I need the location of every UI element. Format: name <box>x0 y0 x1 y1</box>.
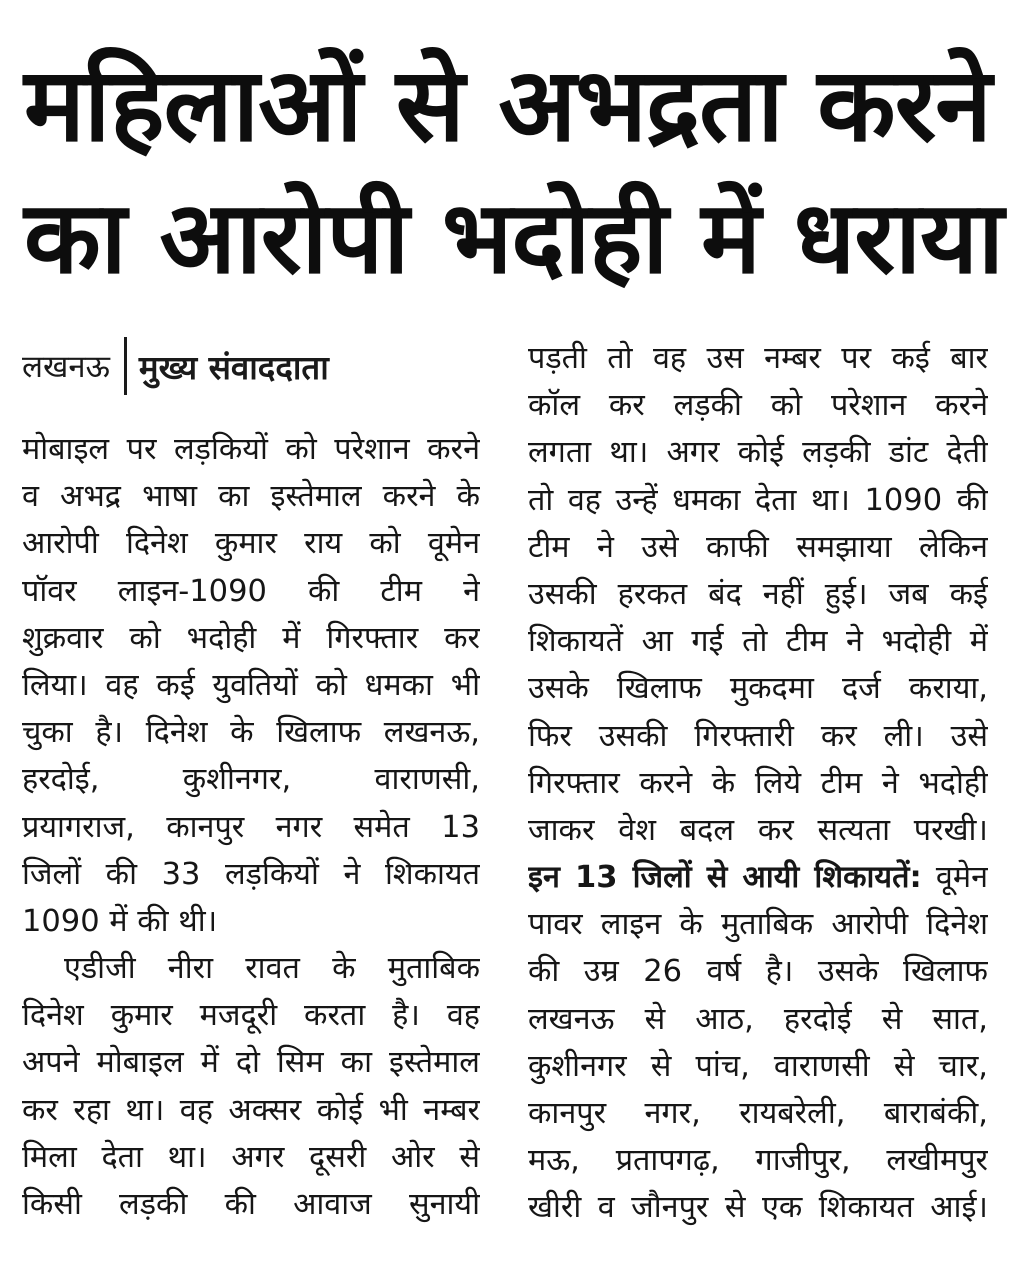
text-line: उसके खिलाफ मुकदमा दर्ज कराया, <box>528 671 988 707</box>
text-line: चुका है। दिनेश के खिलाफ लखनऊ, <box>22 715 480 751</box>
text-fragment: वूमेन <box>935 860 988 896</box>
article-column-2 <box>528 335 988 1232</box>
text-line: आरोपी दिनेश कुमार राय को वूमेन <box>22 526 480 562</box>
text-line: तो वह उन्हें धमका देता था। 1090 की <box>528 482 988 518</box>
text-line: कॉल कर लड़की को परेशान करने <box>528 388 988 424</box>
text-line: लिया। वह कई युवतियों को धमका भी <box>22 667 480 703</box>
text-line: की उम्र 26 वर्ष है। उसके खिलाफ <box>528 954 988 990</box>
text-line: मिला देता था। अगर दूसरी ओर से <box>22 1139 480 1175</box>
column1-paragraph-1 <box>22 426 480 945</box>
text-line: व अभद्र भाषा का इस्तेमाल करने के <box>22 479 480 515</box>
text-line: खीरी व जौनपुर से एक शिकायत आई। <box>528 1190 988 1226</box>
dateline-place: लखनऊ <box>22 349 110 385</box>
column2-paragraph-2 <box>528 854 988 1232</box>
text-line: मऊ, प्रतापगढ़, गाजीपुर, लखीमपुर <box>528 1143 988 1179</box>
text-line: किसी लड़की की आवाज सुनायी <box>22 1187 480 1222</box>
text-line: कुशीनगर से पांच, वाराणसी से चार, <box>528 1048 988 1084</box>
text-line: दिनेश कुमार मजदूरी करता है। वह <box>22 998 480 1034</box>
text-line: मोबाइल पर लड़कियों को परेशान करने <box>22 432 480 467</box>
dateline-divider <box>124 337 127 395</box>
text-line: शुक्रवार को भदोही में गिरफ्तार कर <box>22 620 480 656</box>
column2-paragraph-1 <box>528 335 988 854</box>
article-headline <box>24 40 1004 304</box>
text-line: 1090 में की थी। <box>22 903 218 939</box>
dateline <box>22 336 329 396</box>
text-line: शिकायतें आ गई तो टीम ने भदोही में <box>528 624 988 660</box>
text-line: एडीजी नीरा रावत के मुताबिक <box>64 951 480 987</box>
text-line: टीम ने उसे काफी समझाया लेकिन <box>528 529 988 565</box>
text-line: हरदोई, कुशीनगर, वाराणसी, <box>22 762 480 798</box>
text-line: अपने मोबाइल में दो सिम का इस्तेमाल <box>22 1045 480 1081</box>
headline-line-2: का आरोपी भदोही में धराया <box>24 179 1003 296</box>
text-line: पड़ती तो वह उस नम्बर पर कई बार <box>528 341 988 376</box>
text-line: लखनऊ से आठ, हरदोई से सात, <box>528 1001 988 1037</box>
text-line: उसकी हरकत बंद नहीं हुई। जब कई <box>528 576 988 612</box>
text-line: फिर उसकी गिरफ्तारी कर ली। उसे <box>528 718 988 754</box>
section-subhead: इन 13 जिलों से आयी शिकायतें: <box>528 860 922 896</box>
article-column-1 <box>22 426 480 1228</box>
text-line: पॉवर लाइन-1090 की टीम ने <box>22 573 480 609</box>
subhead-line <box>528 854 988 901</box>
text-line: पावर लाइन के मुताबिक आरोपी दिनेश <box>528 907 988 943</box>
text-line: जिलों की 33 लड़कियों ने शिकायत <box>22 856 480 892</box>
text-line: गिरफ्तार करने के लिये टीम ने भदोही <box>528 765 988 801</box>
text-line: कर रहा था। वह अक्सर कोई भी नम्बर <box>22 1092 480 1128</box>
byline: मुख्य संवाददाता <box>138 347 329 387</box>
headline-line-1: महिलाओं से अभद्रता करने <box>24 46 991 165</box>
column1-paragraph-2 <box>22 945 480 1228</box>
text-line: लगता था। अगर कोई लड़की डांट देती <box>528 435 988 471</box>
text-line: जाकर वेश बदल कर सत्यता परखी। <box>528 812 988 848</box>
text-line: कानपुर नगर, रायबरेली, बाराबंकी, <box>528 1096 988 1131</box>
text-line: प्रयागराज, कानपुर नगर समेत 13 <box>22 809 480 845</box>
